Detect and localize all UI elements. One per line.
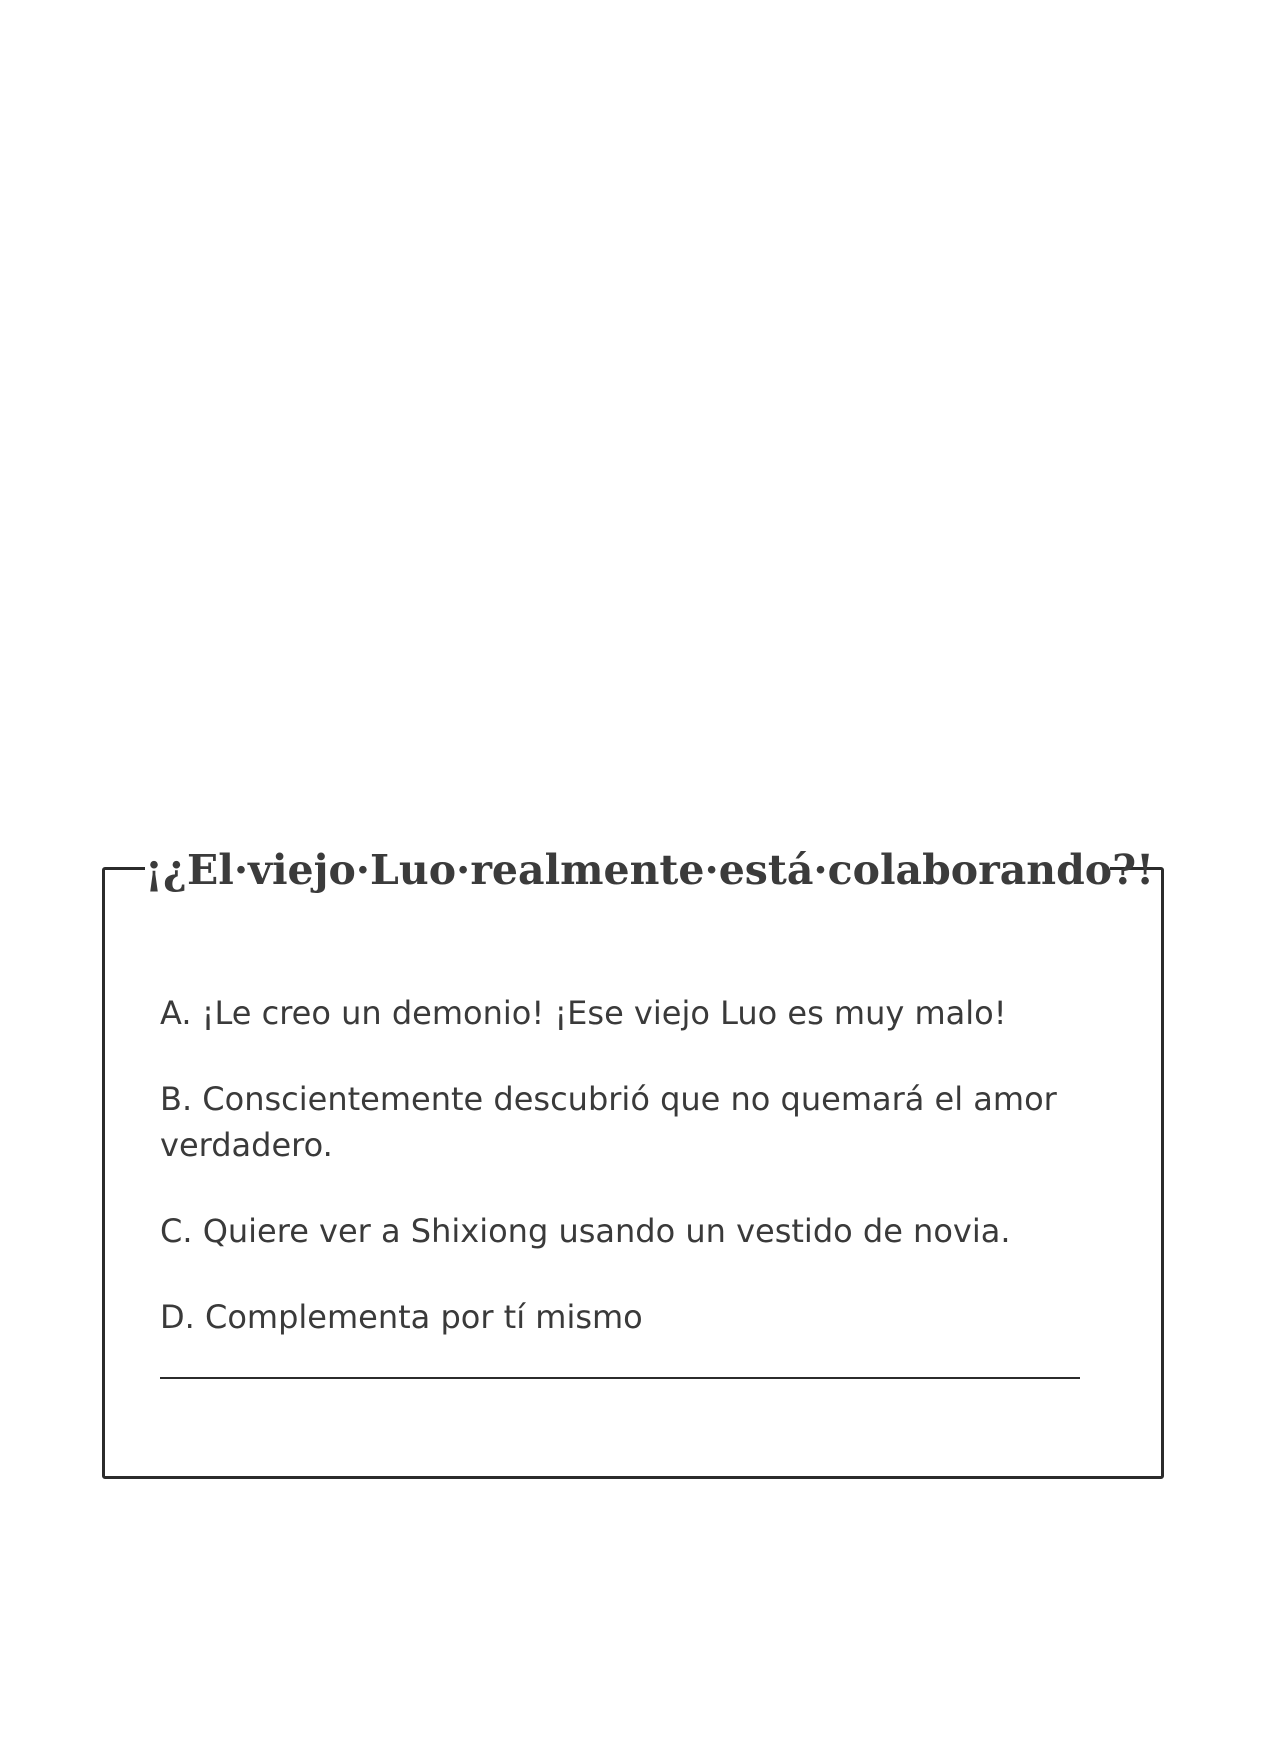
option-c: C. Quiere ver a Shixiong usando un vestido de novia.: [160, 1212, 1011, 1250]
option-d: D. Complementa por tí mismo: [160, 1298, 643, 1336]
option-a: A. ¡Le creo un demonio! ¡Ese viejo Luo es muy malo!: [160, 994, 1007, 1032]
answer-line: [160, 1377, 1080, 1379]
options-list: [160, 990, 1100, 1380]
option-b: B. Conscientemente descubrió que no quemará el amor verdadero.: [160, 1080, 1057, 1164]
quiz-title: ¡¿El·viejo·Luo·realmente·está·colaborando?!: [145, 835, 1110, 905]
